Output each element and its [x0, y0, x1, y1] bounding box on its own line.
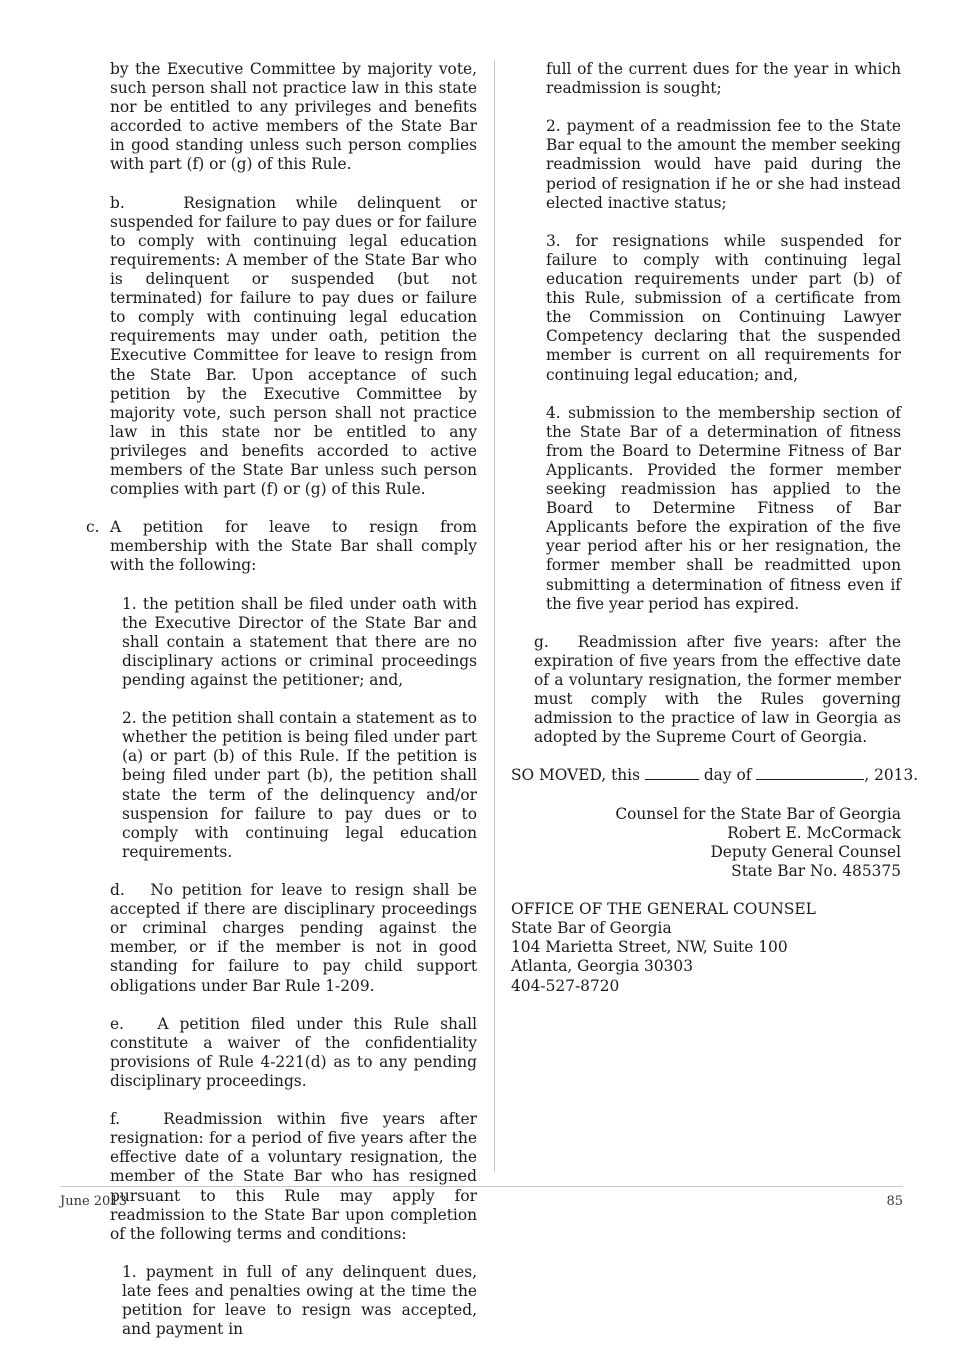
signature-line-4: State Bar No. 485375: [731, 861, 901, 880]
signature-line-2: Robert E. McCormack: [727, 823, 901, 842]
paragraph-g: g. Readmission after five years: after the expiration of five years from the effective date of a voluntary resignation, the former member must comply with the Rules governing admission to the practice of law in Georgia as adopted by the Supreme Court of Georgia.: [534, 632, 906, 747]
paragraph-f1-continued: full of the current dues for the year in which readmission is sought;: [546, 60, 901, 98]
office-line-3: 104 Marietta Street, NW, Suite 100: [511, 938, 788, 957]
footer-rule: [60, 1186, 903, 1187]
paragraph-c-letter: c.: [86, 518, 100, 537]
office-line-5: 404-527-8720: [511, 976, 620, 995]
so-moved-prefix: SO MOVED, this: [511, 766, 641, 785]
office-line-4: Atlanta, Georgia 30303: [511, 957, 694, 976]
right-column: [511, 60, 919, 996]
paragraph-c1: 1. the petition shall be filed under oath with the Executive Director of the State Bar and shall contain a statement that there are no disciplinary actions or criminal proceedings pending against the petitioner; and,: [122, 594, 477, 689]
paragraph-f3: 3. for resignations while suspended for failure to comply with continuing legal education requirements under part (b) of this Rule, submission of a certificate from the Commission on Continuing Lawyer Competency declaring that the suspended member is current on all requirements for continuing legal education; and,: [546, 231, 901, 384]
paragraph-e: e. A petition filed under this Rule shall constitute a waiver of the confidentiality provisions of Rule 4-221(d) as to any pending disciplinary proceedings.: [110, 1014, 482, 1090]
paragraph-f1: 1. payment in full of any delinquent dues, late fees and penalties owing at the time the petition for leave to resign was accepted, and payment in: [122, 1262, 477, 1339]
paragraph-f4: 4. submission to the membership section of the State Bar of a determination of fitness from the Board to Determine Fitness of Bar Applicants. Provided the former member seeking readmission has applied to the Board to Determine Fitness of Bar Applicants before the expiration of the five year period after his or her resignation, the former member shall be readmitted upon submitting a determination of fitness even if the five year period has expired.: [546, 403, 901, 613]
office-address-block: [511, 900, 901, 995]
paragraph-c-text: A petition for leave to resign from membership with the State Bar shall comply with the following:: [110, 518, 477, 575]
paragraph-b: b. Resignation while delinquent or suspended for failure to pay dues or for failure to comply with continuing legal education requirements: A member of the State Bar who is delinquent or suspended (but not terminated) for failure to pay dues or failure to comply with continuing legal education requirements may under oath, petition the Executive Committee for leave to resign from the State Bar. Upon acceptance of such petition by the Executive Committee by majority vote, such person shall not practice law in this state nor be entitled to any privileges and benefits accorded to active members of the State Bar unless such person complies with part (f) or (g) of this Rule.: [110, 193, 482, 499]
signature-line-1: Counsel for the State Bar of Georgia: [615, 804, 901, 823]
day-blank: [645, 766, 699, 780]
paragraph-c2: 2. the petition shall contain a statement as to whether the petition is being filed under part (a) or part (b) of this Rule. If the petition is being filed under part (b), the petition shall state the term of the delinquency and/or suspension for failure to pay dues or to comply with continuing legal education requirements.: [122, 709, 477, 861]
so-moved-mid: day of: [703, 766, 752, 785]
paragraph-f: f. Readmission within five years after resignation: for a period of five years after the effective date of a voluntary resignation, the member of the State Bar who has resigned pursuant to this Rule may apply for readmission to the State Bar upon completion of the following terms and conditions:: [110, 1110, 482, 1243]
footer-date: June 2013: [60, 1194, 127, 1209]
paragraph-f2: 2. payment of a readmission fee to the State Bar equal to the amount the member seeking readmission would have paid during the period of resignation if he or she had instead elected inactive status;: [546, 117, 901, 212]
signature-block: [511, 805, 901, 881]
office-line-1: OFFICE OF THE GENERAL COUNSEL: [511, 900, 816, 919]
so-moved-year: , 2013.: [864, 766, 919, 785]
paragraph-c: [86, 518, 477, 575]
intro-paragraph: by the Executive Committee by majority vote, such person shall not practice law in this state nor be entitled to any privileges and benefits accorded to active members of the State Bar in good standing unless such person complies with part (f) or (g) of this Rule.: [110, 60, 477, 174]
paragraph-d: d. No petition for leave to resign shall be accepted if there are disciplinary proceedings or criminal charges pending against the member, or if the member is not in good standing for failure to pay child support obligations under Bar Rule 1-209.: [110, 881, 482, 995]
signature-line-3: Deputy General Counsel: [710, 842, 901, 861]
so-moved-line: [511, 766, 919, 785]
column-divider: [494, 60, 495, 1172]
page-number: 85: [886, 1194, 903, 1209]
month-blank: [756, 766, 864, 780]
office-line-2: State Bar of Georgia: [511, 919, 672, 938]
